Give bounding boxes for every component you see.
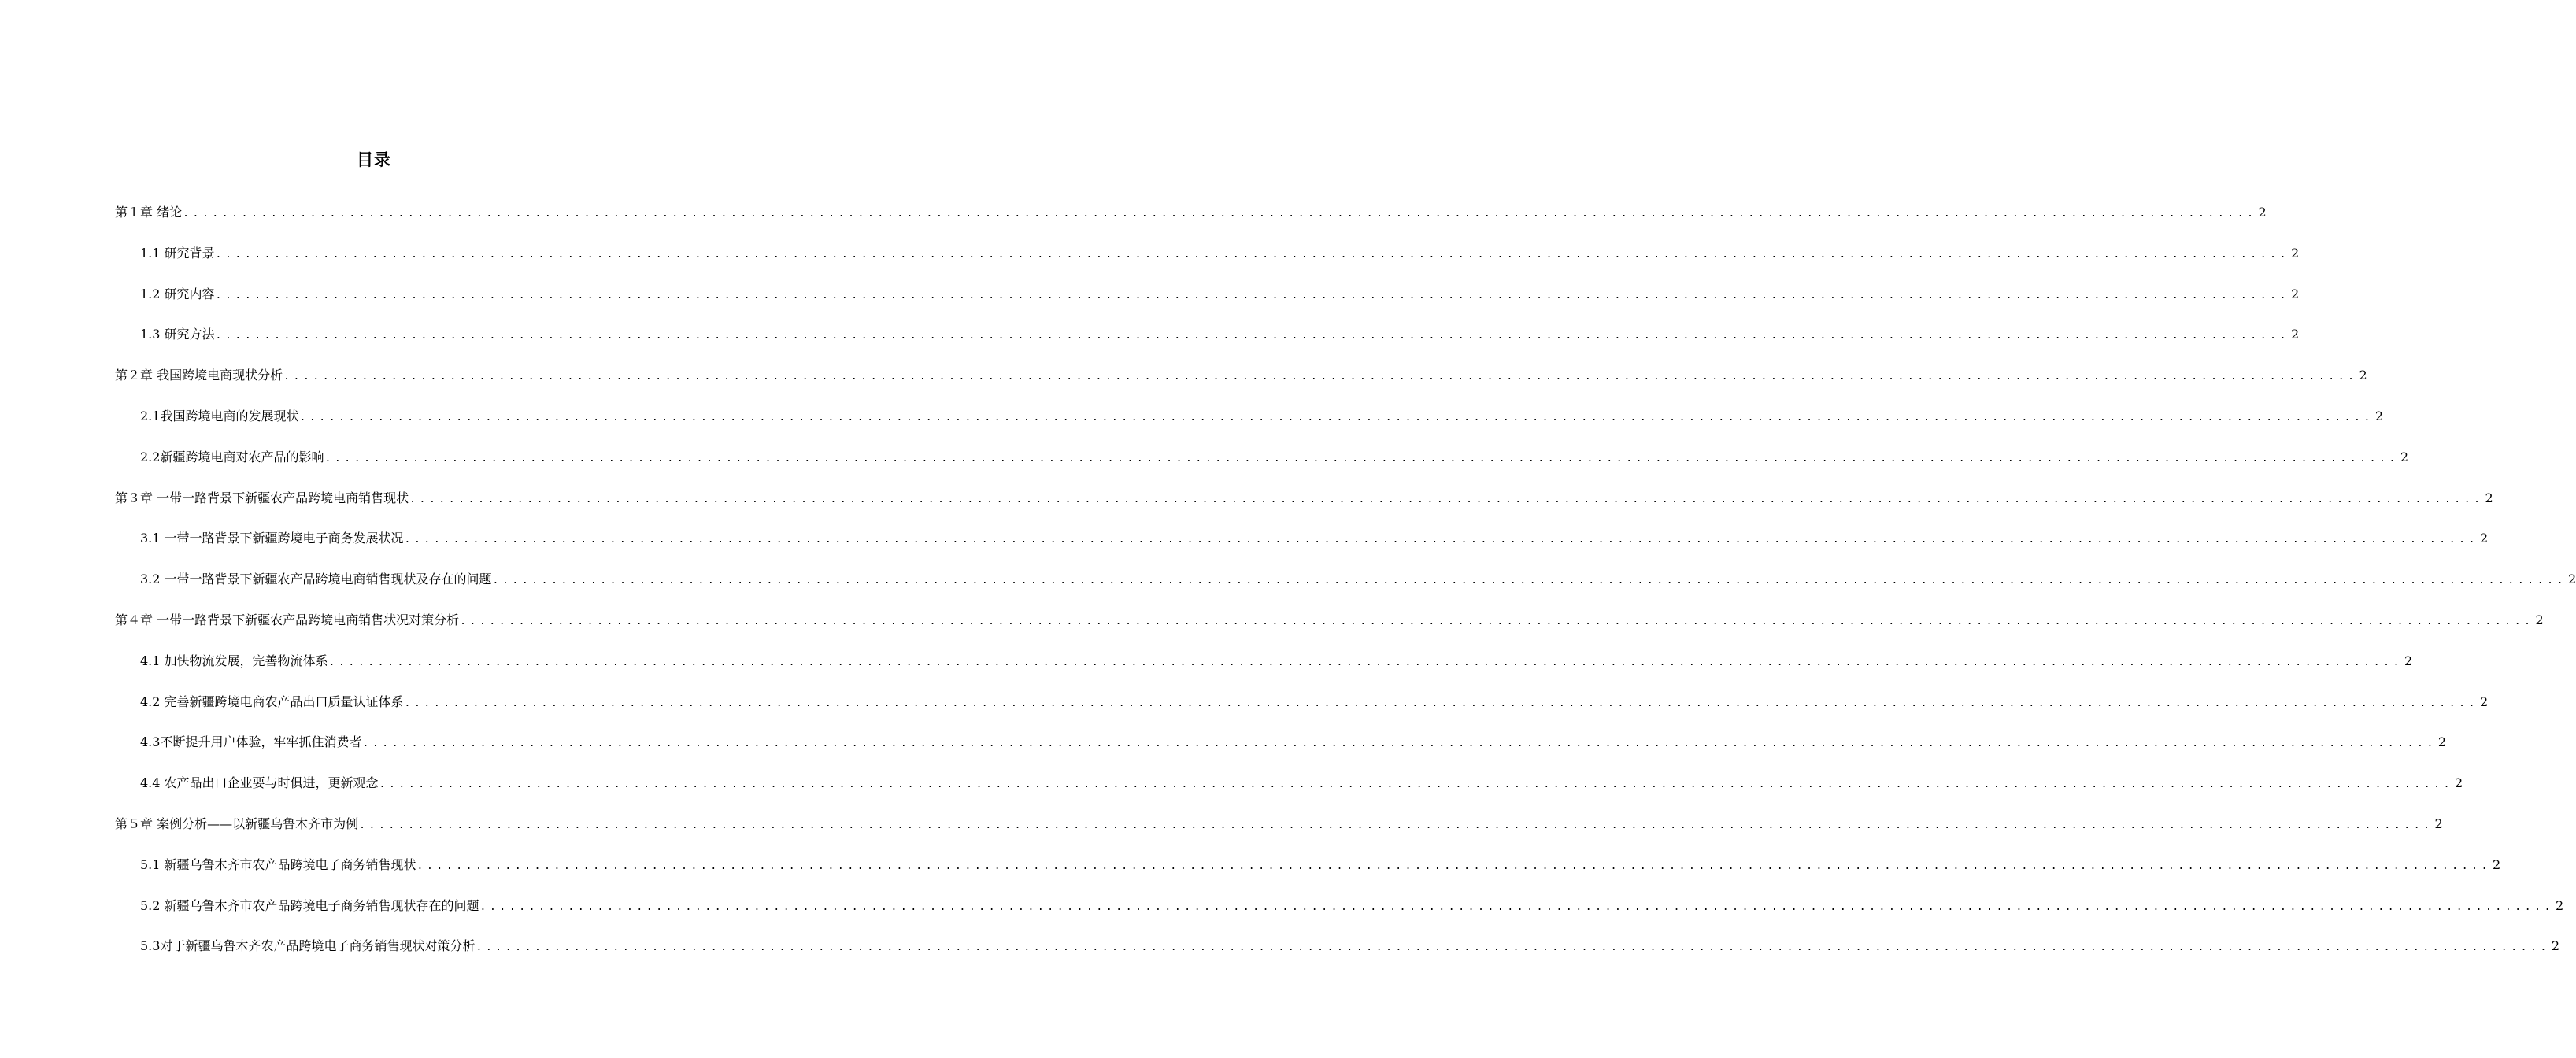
toc-page-number: 2 [2493,856,2501,872]
toc-entry-title: 第５章 案例分析——以新疆乌鲁木齐市为例 [115,816,359,831]
toc-entry-title: 3.1 一带一路背景下新疆跨境电子商务发展状况 [140,531,404,546]
toc-entry-title: 5.1 新疆乌鲁木齐市农产品跨境电子商务销售现状 [140,856,416,872]
toc-page-number: 2 [2291,327,2300,342]
toc-page-number: 2 [2551,938,2560,954]
toc-page-number: 2 [2437,734,2447,750]
toc-dot-leader: .................................................................................................................................................................................................................... [299,411,2374,424]
toc-title: 目录 [357,150,391,169]
toc-dot-leader: .................................................................................................................................................................................................................... [404,534,2478,546]
toc-page-number: 2 [2568,572,2576,587]
toc-entry-title: 第３章 一带一路背景下新疆农产品跨境电商销售现状 [115,490,409,505]
toc-page-number: 2 [2258,205,2267,220]
toc-dot-leader: .................................................................................................................................................................................................................... [183,208,2257,220]
toc-section-entry[interactable] [115,771,2463,812]
toc-entry-title: 第４章 一带一路背景下新疆农产品跨境电商销售状况对策分析 [115,612,460,627]
toc-entry-title: 4.4 农产品出口企业要与时俱进，更新观念 [140,775,379,791]
toc-section-entry[interactable] [115,526,2489,567]
toc-entry-title: 4.1 加快物流发展，完善物流体系 [140,653,328,668]
toc-dot-leader: .................................................................................................................................................................................................................... [328,656,2403,668]
toc-entry-title: 1.3 研究方法 [140,327,215,342]
toc-entry-title: 1.2 研究内容 [140,286,215,301]
toc-section-entry[interactable] [115,241,2300,282]
toc-page-number: 2 [2455,775,2463,791]
toc-dot-leader: .................................................................................................................................................................................................................... [479,901,2554,913]
toc-chapter-entry[interactable] [115,486,2493,527]
toc-entry-title: 3.2 一带一路背景下新疆农产品跨境电商销售现状及存在的问题 [140,572,492,587]
toc-dot-leader: .................................................................................................................................................................................................................... [460,615,2534,627]
toc-chapter-entry[interactable] [115,363,2367,404]
toc-page-number: 2 [2404,653,2413,668]
toc-entry-title: 第１章 绪论 [115,205,183,220]
toc-dot-leader: .................................................................................................................................................................................................................... [404,697,2478,709]
toc-dot-leader: .................................................................................................................................................................................................................... [359,819,2434,831]
toc-entry-title: 4.3不断提升用户体验，牢牢抓住消费者 [140,734,362,750]
toc-section-entry[interactable] [115,730,2447,771]
toc-dot-leader: .................................................................................................................................................................................................................... [283,371,2358,383]
toc-entry-title: 4.2 完善新疆跨境电商农产品出口质量认证体系 [140,694,404,709]
toc-chapter-entry[interactable] [115,200,2267,241]
toc-section-entry[interactable] [115,445,2409,486]
toc-page-number: 2 [2400,449,2409,464]
toc-entry-title: 1.1 研究背景 [140,245,215,261]
toc-dot-leader: .................................................................................................................................................................................................................... [416,860,2491,872]
toc-page-number: 2 [2480,531,2489,546]
toc-dot-leader: .................................................................................................................................................................................................................... [409,493,2484,505]
toc-dot-leader: .................................................................................................................................................................................................................... [215,289,2289,301]
toc-section-entry[interactable] [115,690,2489,731]
toc-section-entry[interactable] [115,282,2300,323]
toc-entry-title: 2.1我国跨境电商的发展现状 [140,408,299,424]
toc-section-entry[interactable] [115,567,2576,608]
toc-section-entry[interactable] [115,404,2384,445]
toc-section-entry[interactable] [115,893,2564,934]
toc-page-number: 2 [2291,245,2300,261]
toc-page-number: 2 [2556,897,2564,913]
toc-section-entry[interactable] [115,853,2501,893]
toc-page-number: 2 [2480,694,2489,709]
table-of-contents [115,200,2576,975]
toc-dot-leader: .................................................................................................................................................................................................................... [476,941,2550,954]
toc-page-number: 2 [2535,612,2544,627]
toc-entry-title: 5.2 新疆乌鲁木齐市农产品跨境电子商务销售现状存在的问题 [140,897,479,913]
toc-dot-leader: .................................................................................................................................................................................................................... [215,248,2289,261]
toc-page-number: 2 [2359,368,2367,383]
toc-entry-title: 5.3对于新疆乌鲁木齐农产品跨境电子商务销售现状对策分析 [140,938,476,954]
toc-section-entry[interactable] [115,934,2560,975]
toc-chapter-entry[interactable] [115,812,2443,853]
toc-page-number: 2 [2434,816,2443,831]
toc-dot-leader: .................................................................................................................................................................................................................... [324,452,2399,464]
toc-entry-title: 第２章 我国跨境电商现状分析 [115,368,283,383]
toc-section-entry[interactable] [115,649,2413,690]
toc-page-number: 2 [2374,408,2384,424]
toc-dot-leader: .................................................................................................................................................................................................................... [379,779,2453,791]
toc-dot-leader: .................................................................................................................................................................................................................... [362,738,2437,750]
toc-section-entry[interactable] [115,322,2300,363]
toc-dot-leader: .................................................................................................................................................................................................................... [492,575,2567,587]
toc-dot-leader: .................................................................................................................................................................................................................... [215,330,2289,342]
toc-chapter-entry[interactable] [115,608,2544,649]
toc-page-number: 2 [2291,286,2300,301]
toc-entry-title: 2.2新疆跨境电商对农产品的影响 [140,449,324,464]
toc-page-number: 2 [2485,490,2493,505]
